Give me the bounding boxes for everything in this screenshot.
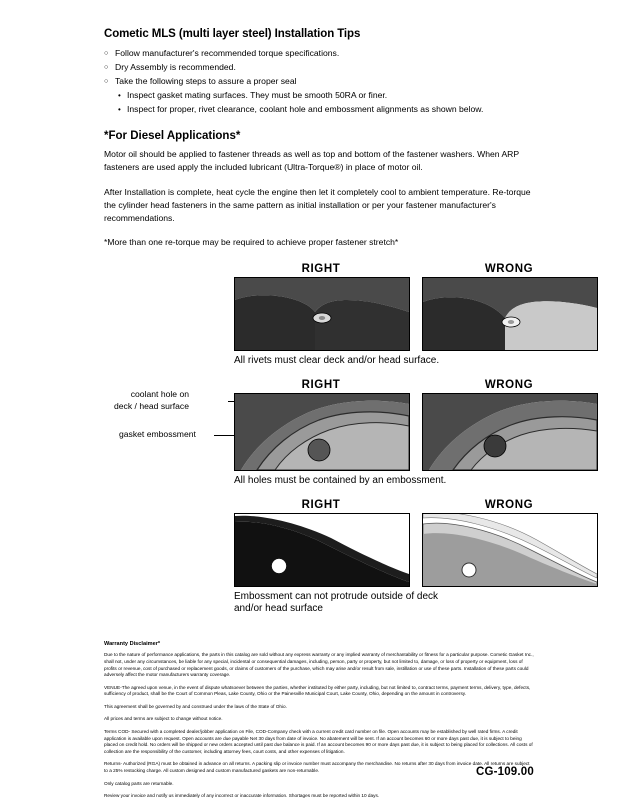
installation-tips-sublist bbox=[104, 89, 534, 116]
warranty-paragraph: VENUE-The agreed upon venue, in the event of dispute whatsoever between the parties, whether instituted by either party, including, but not limited to, contract terms, payment terms, delivery, type, defects, sufficiency of product, shall be the Court of Common Pleas, Lake County, Ohio or the Painesville Municipal Court, Lake County, Ohio, depending on the amount in controversy. bbox=[104, 684, 531, 697]
figure-label-right: RIGHT bbox=[301, 379, 341, 392]
list-item bbox=[118, 89, 534, 102]
figure-label-right: RIGHT bbox=[301, 499, 341, 512]
figure-caption-rivets: All rivets must clear deck and/or head surface. bbox=[234, 355, 440, 367]
figure-label-wrong: WRONG bbox=[484, 379, 534, 392]
warranty-paragraph: This agreement shall be governed by and construed under the laws of the State of Ohio. bbox=[104, 703, 287, 709]
figure-right-rivets bbox=[234, 263, 408, 351]
diesel-paragraph-3: *More than one re-torque may be required to achieve proper fastener stretch* bbox=[104, 237, 399, 248]
list-item-label: Take the following steps to assure a proper seal bbox=[115, 76, 297, 87]
figure-section bbox=[104, 263, 534, 615]
figure-image-wrong-embossment bbox=[422, 513, 598, 587]
figure-wrong-embossment bbox=[422, 499, 596, 587]
list-item-label: Follow manufacturer's recommended torque specifications. bbox=[115, 48, 340, 58]
warranty-paragraph: Review your invoice and notify us immediately of any incorrect or inaccurate information. Shortages must be reported within 10 days. bbox=[104, 793, 380, 799]
figure-image-wrong-rivets bbox=[422, 277, 598, 351]
list-item bbox=[104, 75, 534, 89]
figure-right-holes bbox=[234, 379, 408, 471]
figure-image-right-embossment bbox=[234, 513, 410, 587]
diesel-paragraph-1: Motor oil should be applied to fastener threads as well as top and bottom of the fastener washers. When ARP fasteners are used apply the included lubricant (Ultra-Torque®) in place of motor oil. bbox=[104, 149, 519, 173]
list-item bbox=[104, 61, 534, 75]
figure-image-wrong-holes bbox=[422, 393, 598, 471]
diesel-section-heading: *For Diesel Applications* bbox=[104, 130, 241, 143]
warranty-paragraph: Returns- Authorized (RGA) must be obtained in advance on all returns. A packing slip or invoice number must accompany the merchandise. No returns after 30 days from invoice date. All returns are subject to a 25% restocking charge. All custom designed and custom manufactured gaskets are non-returnable. bbox=[104, 761, 530, 774]
list-item bbox=[118, 103, 534, 116]
figure-wrong-holes bbox=[422, 379, 596, 471]
figure-label-right: RIGHT bbox=[301, 263, 341, 276]
document-content bbox=[104, 28, 534, 806]
dot-bullet-icon: • bbox=[118, 91, 121, 101]
figure-row-holes bbox=[234, 379, 534, 471]
list-item-label: Dry Assembly is recommended. bbox=[115, 62, 236, 73]
installation-tips-list bbox=[104, 47, 534, 89]
figure-image-right-holes bbox=[234, 393, 410, 471]
list-item-label: Inspect gasket mating surfaces. They must be smooth 50RA or finer. bbox=[127, 90, 388, 101]
dot-bullet-icon: • bbox=[118, 104, 121, 114]
warranty-paragraph: Due to the nature of performance applications, the parts in this catalog are sold without any express warranty or any implied warranty of merchantability or fitness for a particular purpose. Cometic Gasket Inc., shall not, under any circumstances, be liable for any special, incidental or consequential damages, including, person, party or property, but not limited to, damage, or loss of property or equipment, loss of profits or revenue, cost of purchased or replacement goods, or claims of customers of the purchase, which may arise and/or result from sale, instillation or use of these parts. Installation of these parts could adversely affect the motor manufacturers warranty coverage. bbox=[104, 652, 534, 678]
list-item bbox=[104, 47, 534, 61]
warranty-heading: Warranty Disclaimer* bbox=[104, 641, 161, 648]
figure-right-embossment bbox=[234, 499, 408, 587]
list-item-label: Inspect for proper, rivet clearance, coolant hole and embossment alignments as shown below. bbox=[127, 103, 484, 114]
figure-row-embossment bbox=[234, 499, 534, 587]
warranty-paragraph: Terms COD- Secured with a completed dealer/jobber application on File, COD-Company check with a current credit card number on file. Open accounts may be established by well rated firms. A credit application is available upon request. Open accounts are due payable Net 30 days from date of invoice. No abatement will be sent. If an account becomes 60 or more days past due, it is subject to being placed on credit hold. No orders will be shipped or new orders accepted until past due balance is paid. If an account becomes 90 or more days past due, it is subject to being placed for collections. All costs of collection are the responsibility of the customer, including attorney fees, court costs, and other expenses of litigation. bbox=[104, 729, 533, 754]
circle-bullet-icon: ○ bbox=[104, 78, 109, 86]
circle-bullet-icon: ○ bbox=[104, 50, 109, 57]
warranty-disclaimer bbox=[104, 641, 534, 800]
figure-row-rivets bbox=[234, 263, 534, 351]
warranty-paragraph: Only catalog parts are returnable. bbox=[104, 780, 174, 786]
figure-caption-embossment: Embossment can not protrude outside of deck and/or head surface bbox=[234, 591, 439, 615]
circle-bullet-icon: ○ bbox=[104, 64, 109, 72]
annotation-gasket-embossment: gasket embossment bbox=[119, 429, 196, 440]
figure-image-right-rivets bbox=[234, 277, 410, 351]
page-title: Cometic MLS (multi layer steel) Installation Tips bbox=[104, 28, 361, 40]
annotation-coolant-hole: coolant hole on deck / head surface bbox=[114, 389, 190, 411]
figure-wrong-rivets bbox=[422, 263, 596, 351]
diesel-paragraph-2: After Installation is complete, heat cycle the engine then let it completely cool to ambient temperature. Re-torque the cylinder head fasteners in the same pattern as initial installation or per your fastener manufacturer's recommendations. bbox=[104, 186, 531, 223]
document-number: CG-109.00 bbox=[475, 766, 534, 778]
figure-caption-holes: All holes must be contained by an embossment. bbox=[234, 475, 447, 487]
figure-label-wrong: WRONG bbox=[484, 499, 534, 512]
figure-label-wrong: WRONG bbox=[484, 263, 534, 276]
warranty-paragraph: All prices and terms are subject to change without notice. bbox=[104, 716, 223, 722]
